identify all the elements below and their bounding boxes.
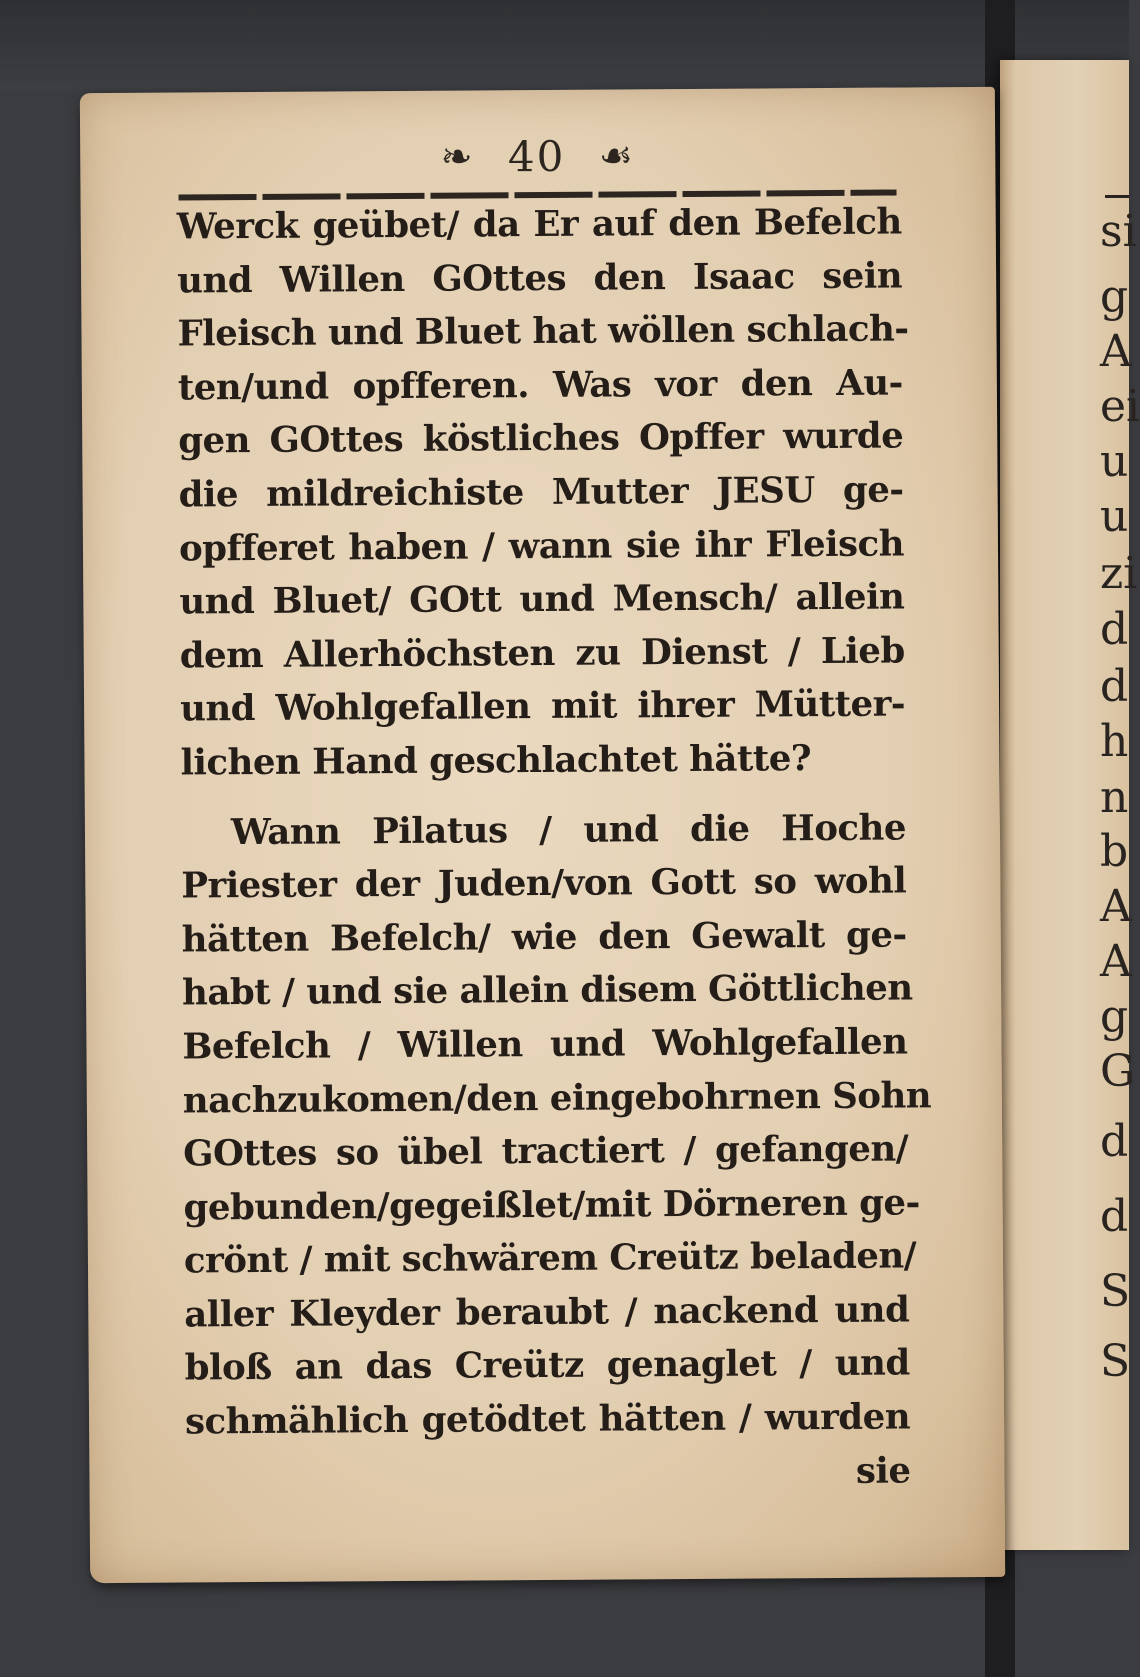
facing-page-fragment: S bbox=[1100, 1266, 1131, 1317]
facing-page-fragment: g bbox=[1100, 991, 1129, 1042]
ornament-left-icon: ❧ bbox=[440, 134, 475, 179]
facing-page-fragment: d bbox=[1100, 1191, 1129, 1242]
text-line: hätten Befelch/ wie den Gewalt ge- bbox=[181, 914, 907, 961]
facing-page-fragment: g bbox=[1100, 271, 1129, 322]
page-number: 40 bbox=[507, 131, 566, 181]
paragraph-2 bbox=[181, 801, 932, 1449]
facing-page-fragment: d bbox=[1100, 604, 1129, 655]
facing-page bbox=[1000, 60, 1140, 1550]
text-line: und Wohlgefallen mit ihrer Mütter- bbox=[179, 683, 906, 730]
text-line: ten/und opfferen. Was vor den Au- bbox=[177, 362, 903, 409]
text-line: lichen Hand geschlachtet hätte? bbox=[180, 738, 812, 784]
text-line: und Bluet/ GOtt und Mensch/ allein bbox=[179, 576, 905, 623]
text-line: gen GOttes köstliches Opffer wurde bbox=[178, 415, 904, 462]
text-line: crönt / mit schwärem Creütz beladen/ bbox=[183, 1235, 917, 1282]
facing-page-fragment: A bbox=[1100, 326, 1132, 377]
text-line: opfferet haben / wann sie ihr Fleisch bbox=[178, 523, 905, 570]
text-line: nachzukomen/den eingebohrnen Sohn bbox=[182, 1074, 932, 1122]
text-line: Priester der Juden/von Gott so wohl bbox=[181, 860, 907, 907]
text-line: gebunden/gegeißlet/mit Dörneren ge- bbox=[183, 1182, 920, 1229]
text-line: aller Kleyder beraubt / nackend und bbox=[184, 1289, 910, 1336]
text-line: die mildreichiste Mutter JESU ge- bbox=[178, 469, 904, 516]
facing-page-fragment: n bbox=[1100, 772, 1129, 823]
book-page bbox=[80, 87, 1005, 1583]
facing-page-fragment: ei bbox=[1100, 381, 1140, 432]
facing-page-rule bbox=[1105, 195, 1129, 198]
text-line: habt / und sie allein disem Göttlichen bbox=[181, 967, 913, 1014]
facing-page-fragment: A bbox=[1100, 936, 1132, 987]
facing-page-fragment: h bbox=[1100, 716, 1129, 767]
text-line: und Willen GOttes den Isaac sein bbox=[176, 255, 903, 302]
facing-page-fragment: zi bbox=[1100, 548, 1138, 599]
facing-page-fragment: b bbox=[1100, 826, 1129, 877]
facing-page-fragment: u bbox=[1100, 491, 1129, 542]
body-text bbox=[176, 195, 932, 1502]
catchword: sie bbox=[855, 1450, 911, 1492]
text-line: bloß an das Creütz genaglet / und bbox=[184, 1342, 910, 1389]
facing-page-fragment: u bbox=[1100, 436, 1129, 487]
text-line: Fleisch und Bluet hat wöllen schlach- bbox=[177, 308, 909, 355]
ornament-right-icon: ☙ bbox=[598, 133, 635, 178]
text-line: Werck geübet/ da Er auf den Befelch bbox=[176, 201, 902, 248]
facing-page-fragment: si bbox=[1100, 206, 1137, 257]
facing-page-fragment: A bbox=[1100, 881, 1132, 932]
facing-page-fragment: d bbox=[1100, 1116, 1129, 1167]
facing-page-fragment: G bbox=[1100, 1046, 1136, 1097]
text-line: dem Allerhöchsten zu Dienst / Lieb bbox=[179, 630, 905, 677]
text-line: Befelch / Willen und Wohlgefallen bbox=[182, 1021, 908, 1068]
facing-page-fragment: S bbox=[1100, 1336, 1131, 1387]
paragraph-1 bbox=[176, 195, 909, 790]
text-line: GOttes so übel tractiert / gefangen/ bbox=[183, 1128, 909, 1175]
page-header bbox=[80, 125, 995, 184]
text-line: Wann Pilatus / und die Hoche bbox=[230, 806, 907, 853]
text-line: schmählich getödtet hätten / wurden bbox=[184, 1396, 911, 1443]
background-top bbox=[0, 0, 1129, 90]
facing-page-fragment: d bbox=[1100, 661, 1129, 712]
